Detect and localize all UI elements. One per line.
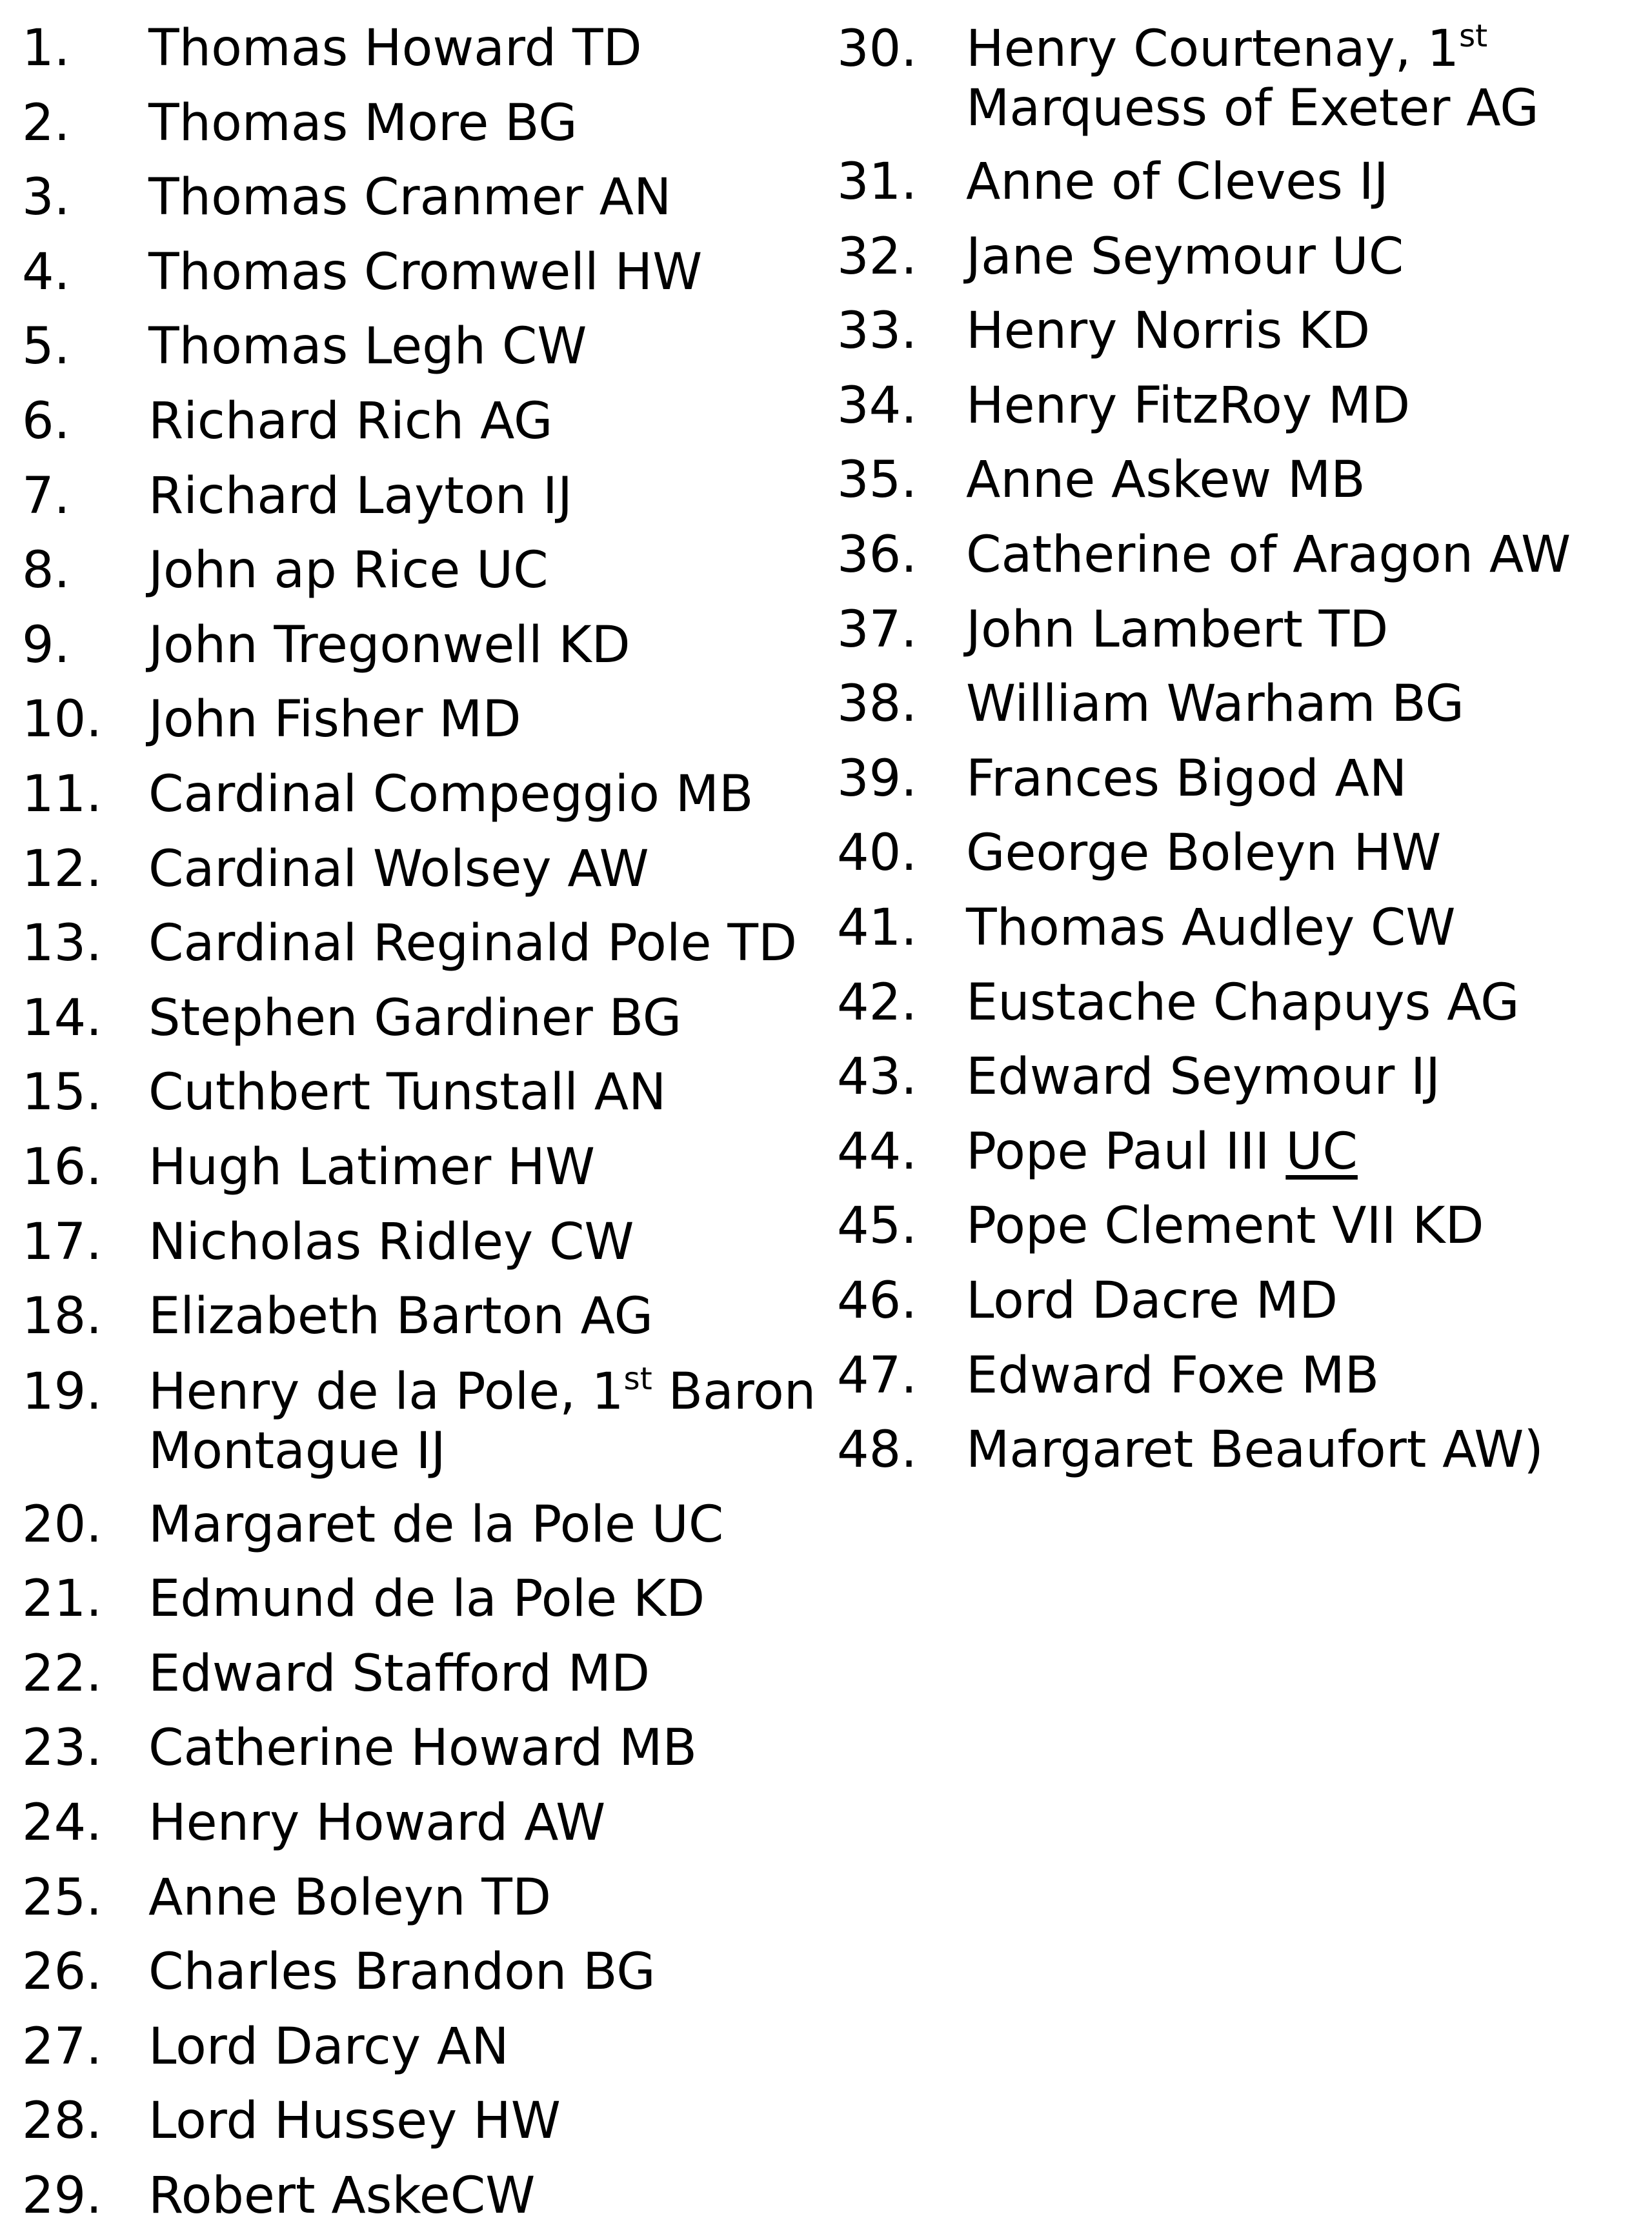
item-number: 5. [22,317,70,376]
list-item [22,12,835,86]
item-number: 32. [837,227,918,286]
item-text: Henry FitzRoy MD [966,376,1411,435]
item-text [966,1115,1637,1190]
item-text: Edmund de la Pole KD [148,1570,705,1629]
item-text: Lord Dacre MD [966,1271,1338,1330]
list-item [22,1935,835,2010]
list-item [22,86,835,161]
item-text: Cuthbert Tunstall AN [148,1063,667,1122]
list-item [22,161,835,236]
item-number: 46. [837,1271,918,1330]
item-number: 25. [22,1868,103,1927]
item-text: Thomas More BG [148,94,578,152]
item-number: 9. [22,616,70,674]
item-number: 19. [22,1362,103,1421]
item-text: Eustache Chapuys AG [966,973,1520,1032]
item-text: Thomas Legh CW [148,317,587,376]
item-text: Lord Hussey HW [148,2092,561,2151]
item-number: 4. [22,243,70,301]
list-item [22,236,835,310]
item-number: 38. [837,675,918,734]
item-text: Anne Boleyn TD [148,1868,551,1927]
list-item [22,459,835,534]
item-text: Margaret Beaufort AW) [966,1421,1544,1480]
item-text-part: Henry Courtenay, 1 [966,20,1459,78]
right-column-list [837,12,1637,1488]
item-text: Pope Clement VII KD [966,1197,1484,1256]
item-text: Richard Layton IJ [148,467,572,525]
item-number: 12. [22,840,103,898]
list-item [837,1040,1637,1115]
item-text: Edward Foxe MB [966,1346,1380,1405]
item-text: Anne Askew MB [966,451,1365,510]
item-number: 47. [837,1346,918,1405]
list-item [837,1189,1637,1264]
item-text [966,19,1637,138]
item-number: 24. [22,1794,103,1853]
item-number: 43. [837,1048,918,1107]
list-item [22,1562,835,1637]
list-item [837,593,1637,668]
item-text: Edward Seymour IJ [966,1048,1441,1107]
item-text: Margaret de la Pole UC [148,1495,724,1554]
list-item [837,518,1637,593]
item-text: Jane Seymour UC [966,227,1404,286]
item-number: 48. [837,1421,918,1480]
item-number: 18. [22,1287,103,1346]
item-number: 10. [22,690,103,749]
list-item [22,981,835,1056]
item-number: 36. [837,525,918,584]
item-number: 3. [22,168,70,227]
list-item [837,145,1637,220]
list-item [22,609,835,683]
list-item [22,1637,835,1712]
item-text: Hugh Latimer HW [148,1138,595,1196]
item-number: 29. [22,2167,103,2226]
item-number: 20. [22,1495,103,1554]
item-text-part: Henry de la Pole, 1 [148,1362,624,1421]
item-number: 44. [837,1122,918,1181]
item-text: Cardinal Reginald Pole TD [148,914,798,973]
list-item [22,385,835,459]
list-item [22,832,835,907]
item-text: Catherine Howard MB [148,1719,698,1778]
item-number: 30. [837,20,918,78]
item-text [148,1362,835,1481]
item-number: 21. [22,1570,103,1629]
item-text: Anne of Cleves IJ [966,153,1389,211]
item-text: Henry Howard AW [148,1794,606,1853]
list-item [22,1786,835,1861]
item-text-part: Marquess of Exeter AG [966,79,1539,137]
item-number: 27. [22,2017,103,2076]
item-number: 31. [837,153,918,211]
list-item [837,891,1637,966]
item-text: John Tregonwell KD [148,616,630,674]
item-number: 26. [22,1943,103,2002]
list-item [837,220,1637,295]
item-text: John Fisher MD [148,690,521,749]
list-item [22,1056,835,1131]
item-number: 37. [837,600,918,659]
item-text: Catherine of Aragon AW [966,525,1571,584]
item-text: William Warham BG [966,675,1464,734]
item-number: 41. [837,898,918,957]
ordinal-suffix: st [623,1360,652,1397]
list-item [22,683,835,758]
item-text: Thomas Cranmer AN [148,168,672,227]
item-number: 14. [22,989,103,1047]
item-text: Charles Brandon BG [148,1943,656,2002]
item-number: 28. [22,2092,103,2151]
item-number: 40. [837,824,918,883]
item-number: 45. [837,1197,918,1256]
ordinal-suffix: st [1458,18,1488,55]
item-text: Elizabeth Barton AG [148,1287,654,1346]
list-item [22,1488,835,1563]
item-number: 35. [837,451,918,510]
item-text: Lord Darcy AN [148,2017,509,2076]
underlined-code: UC [1285,1122,1358,1181]
list-item [22,1711,835,1786]
item-text: Edward Stafford MD [148,1644,650,1703]
list-item [837,1339,1637,1414]
list-item [22,758,835,832]
item-text: Nicholas Ridley CW [148,1213,634,1271]
item-number: 7. [22,467,70,525]
list-item [22,1205,835,1280]
list-item [837,443,1637,518]
item-text: Thomas Cromwell HW [148,243,703,301]
item-text: Stephen Gardiner BG [148,989,682,1047]
item-text: Richard Rich AG [148,392,553,450]
item-number: 34. [837,376,918,435]
item-number: 15. [22,1063,103,1122]
list-item [22,1280,835,1354]
item-number: 42. [837,973,918,1032]
item-text: George Boleyn HW [966,824,1442,883]
left-column-list [22,12,835,2234]
item-text: Robert AskeCW [148,2167,536,2226]
item-number: 39. [837,749,918,808]
item-text: John Lambert TD [966,600,1389,659]
list-item [22,1354,835,1488]
item-text: Thomas Howard TD [148,19,642,77]
item-number: 13. [22,914,103,973]
list-item [837,1115,1637,1190]
item-number: 6. [22,392,70,450]
list-item [837,1264,1637,1339]
list-item [22,2159,835,2234]
list-item [837,12,1637,145]
list-item [22,2010,835,2085]
item-text: Thomas Audley CW [966,898,1456,957]
list-item [22,907,835,981]
list-item [837,1413,1637,1488]
list-item [22,1861,835,1936]
item-number: 16. [22,1138,103,1196]
list-item [837,966,1637,1041]
list-item [837,742,1637,817]
item-number: 17. [22,1213,103,1271]
item-text: Frances Bigod AN [966,749,1407,808]
item-text: Cardinal Compeggio MB [148,765,754,823]
item-number: 33. [837,302,918,361]
list-item [837,816,1637,891]
item-number: 1. [22,19,70,77]
list-item [837,667,1637,742]
item-number: 2. [22,94,70,152]
list-item [22,534,835,609]
list-item [22,1131,835,1205]
item-number: 11. [22,765,103,823]
item-number: 23. [22,1719,103,1778]
item-text-part: Baron Montague IJ [148,1362,816,1480]
list-item [837,294,1637,369]
list-item [22,310,835,385]
list-item [22,2084,835,2159]
item-text-part: Pope Paul III [966,1122,1286,1181]
item-text: Cardinal Wolsey AW [148,840,649,898]
item-number: 8. [22,541,70,600]
item-text: John ap Rice UC [148,541,549,600]
list-item [837,369,1637,444]
item-text: Henry Norris KD [966,302,1371,361]
item-number: 22. [22,1644,103,1703]
